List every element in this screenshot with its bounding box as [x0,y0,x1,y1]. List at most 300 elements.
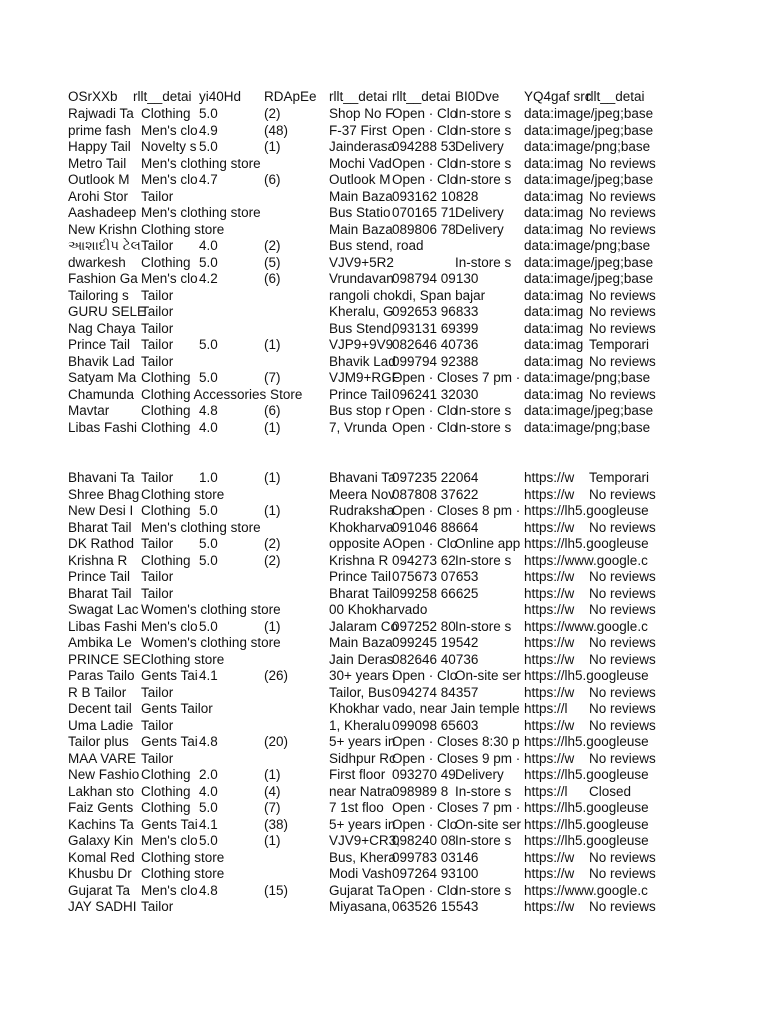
table-cell: Modi Vash [329,866,392,881]
table-cell: (1) [264,767,281,782]
table-cell: 099783 03146 [392,849,479,865]
table-cell: https://w [524,602,575,617]
table-cell: 096241 32030 [392,386,479,402]
table-cell: No reviews [589,866,656,881]
table-cell: Rudraksha [329,503,395,518]
table-row [0,156,768,173]
table-cell: Libas Fashi [68,419,138,435]
table-cell: Decent tail [68,701,132,716]
table-cell: New Fashio [68,767,140,782]
table-cell: Clothing [141,767,191,782]
table-cell: Bharat Tail [68,519,132,535]
table-cell: Tailor [141,717,174,733]
table-cell: Gents Tai [141,734,198,749]
table-cell: (7) [264,800,281,815]
table-cell: Clothing store [141,651,225,667]
table-cell: No reviews [589,304,656,319]
table-row [0,734,768,751]
table-cell: 099258 66625 [392,585,479,601]
table-cell: 4.0 [199,419,218,435]
table-cell: data:image/png;base [524,139,651,154]
table-cell: Clothing store [141,486,225,502]
table-cell: data:image/png;base [524,419,651,435]
table-row [0,487,768,504]
table-cell: Men's clothing store [141,205,261,220]
table-cell: Kachins Ta [68,816,134,832]
table-cell: No reviews [589,569,656,584]
table-cell: https://w [524,899,575,914]
table-cell: VJP9+9V9 [329,337,394,352]
table-cell: In-store s [455,403,512,418]
table-cell: 094288 53 [392,139,456,154]
table-cell: Clothing store [141,866,225,881]
table-cell: https://w [524,866,575,881]
table-cell: https://lh5.googleuse [524,767,649,782]
table-cell: Krishna R [68,552,128,568]
table-cell: 094274 84357 [392,684,479,700]
table-cell: No reviews [589,221,656,237]
table-cell: https://lh5.googleuse [524,734,649,749]
table-cell: (1) [264,337,281,352]
table-cell: (4) [264,783,281,799]
table-cell: (6) [264,172,281,187]
table-cell: 063526 15543 [392,899,479,914]
table-cell: GURU SELE [68,304,147,319]
table-cell: In-store s [455,419,512,435]
table-cell: data:imag [524,320,584,336]
table-cell: https://w [524,470,575,485]
table-cell: 099245 19542 [392,635,479,650]
table-cell: 5.0 [199,254,218,270]
table-row [0,271,768,288]
table-cell: No reviews [589,701,656,716]
table-cell: opposite A [329,536,393,551]
table-cell: https://w [524,585,575,601]
table-cell: https://lh5.googleuse [524,536,649,551]
table-cell: 7 1st floo [329,800,384,815]
table-cell: Tailor [141,353,174,369]
table-row [0,189,768,206]
table-cell: No reviews [589,717,656,733]
table-cell: 7, Vrunda [329,419,388,435]
table-row [0,337,768,354]
header-cell: BI0Dve [455,89,500,104]
table-cell: Outlook M [329,172,391,187]
table-cell: Open · Clo [392,816,458,832]
table-cell: Faiz Gents [68,800,134,815]
table-cell: VJV9+CR3, [329,833,400,848]
table-cell: https://lh5.googleuse [524,833,649,848]
table-cell: Kheralu, G [329,304,394,319]
table-cell: JAY SADHI [68,899,137,914]
table-cell: 099098 65603 [392,717,479,733]
table-cell: 4.1 [199,668,218,683]
table-cell: 098794 09130 [392,271,479,286]
table-cell: Outlook M [68,172,130,187]
table-cell: Tailor [141,188,174,204]
header-cell: OSrXXb [68,89,118,104]
table-cell: Temporari [589,337,650,352]
table-cell: No reviews [589,155,656,171]
table-cell: (2) [264,106,281,121]
table-cell: Clothing [141,106,191,121]
table-cell: https://w [524,684,575,700]
table-cell: (2) [264,536,281,551]
table-cell: Clothing [141,800,191,815]
table-cell: Shree Bhag [68,486,140,502]
table-cell: Clothing store [141,221,225,237]
table-cell: 098240 08 [392,833,456,848]
table-cell: (1) [264,470,281,485]
table-cell: (1) [264,139,281,154]
table-cell: 5.0 [199,833,218,848]
table-row [0,205,768,222]
table-cell: 093270 49 [392,767,456,782]
table-cell: Tailor, Bus [329,684,392,700]
table-cell: 2.0 [199,767,218,782]
table-cell: 4.8 [199,734,218,749]
table-cell: Main Baza [329,188,393,204]
table-cell: Tailor [141,337,174,352]
table-cell: rangoli chokdi, Span bajar [329,287,486,303]
table-cell: આશાદીપ ટેલ [68,238,141,253]
table-cell: 5.0 [199,370,218,385]
table-cell: No reviews [589,684,656,700]
table-cell: Men's clothing store [141,155,261,171]
table-cell: data:image/jpeg;base [524,172,654,187]
table-cell: Krishna R [329,552,389,568]
table-cell: Men's clo [141,122,198,138]
table-cell: Clothing [141,254,191,270]
table-row [0,619,768,636]
table-cell: 5+ years in [329,816,396,832]
table-cell: Gujarat Ta [329,882,392,898]
table-cell: Bhavik Lad [68,353,135,369]
table-cell: 5.0 [199,106,218,121]
table-row [0,899,768,916]
table-cell: Sidhpur Rc [329,750,396,766]
table-cell: First floor [329,767,386,782]
table-cell: https://l [524,701,568,716]
table-cell: (20) [264,734,289,749]
table-row [0,866,768,883]
table-row [0,635,768,652]
table-cell: (7) [264,370,281,385]
table-row [0,833,768,850]
table-row [0,520,768,537]
table-cell: 098989 8 [392,783,449,799]
table-cell: 4.2 [199,271,218,286]
table-cell: Arohi Stor [68,188,129,204]
table-cell: https://w [524,750,575,766]
table-cell: 4.9 [199,122,218,138]
table-cell: 1, Kheralu [329,717,391,733]
table-cell: Closed [589,783,632,799]
table-cell: (38) [264,816,289,832]
table-cell: Paras Tailo [68,668,135,683]
table-cell: 4.1 [199,816,218,832]
table-cell: Men's clo [141,882,198,898]
table-cell: In-store s [455,552,512,568]
table-cell: Prince Tail [68,569,131,584]
table-cell: 5.0 [199,552,218,568]
table-cell: No reviews [589,353,656,369]
table-cell: Tailor [141,238,174,253]
table-cell: Clothing store [141,849,225,865]
table-cell: 4.0 [199,238,218,253]
table-cell: Khokhar vado, near Jain temple [329,701,520,716]
table-cell: 5.0 [199,618,218,634]
table-cell: No reviews [589,635,656,650]
table-cell: In-store s [455,783,512,799]
table-row [0,503,768,520]
table-cell: Clothing [141,783,191,799]
table-cell: https://l [524,783,568,799]
table-cell: No reviews [589,602,656,617]
table-cell: Novelty s [141,139,197,154]
table-cell: Delivery [455,139,504,154]
table-cell: Women's clothing store [141,635,281,650]
table-cell: Men's clo [141,271,198,286]
table-cell: dwarkesh [68,254,126,270]
table-cell: No reviews [589,750,656,766]
table-cell: (15) [264,882,289,898]
table-cell: Tailor [141,750,174,766]
table-cell: Bhavik Lad [329,353,396,369]
header-cell: RDApEe [264,89,317,104]
table-row [0,255,768,272]
table-cell: Open · Clo [392,155,458,171]
table-cell: Delivery [455,221,504,237]
table-cell: Tailor [141,585,174,601]
table-cell: 094273 62 [392,552,456,568]
table-row [0,767,768,784]
table-cell: Men's clo [141,833,198,848]
table-cell: No reviews [589,386,656,402]
table-cell: 00 Khokharvado [329,602,428,617]
table-cell: https://lh5.googleuse [524,800,649,815]
table-cell: Khokharva [329,519,394,535]
table-cell: Ambika Le [68,635,132,650]
table-row [0,288,768,305]
table-cell: 30+ years i [329,668,396,683]
table-cell: 4.0 [199,783,218,799]
table-cell: Lakhan sto [68,783,135,799]
table-cell: Komal Red [68,849,135,865]
table-cell: Clothing [141,403,191,418]
table-cell: PRINCE SE [68,651,141,667]
table-cell: https://w [524,569,575,584]
table-cell: https://w [524,519,575,535]
table-cell: Gents Tai [141,816,198,832]
table-cell: Open · Clo [392,419,458,435]
table-cell: Satyam Ma [68,370,137,385]
table-cell: https://w [524,717,575,733]
header-cell: rllt__detai [392,89,451,104]
table-cell: data:image/png;base [524,370,651,385]
table-cell: Open · Closes 7 pm · [392,800,521,815]
table-cell: https://w [524,849,575,865]
table-row [0,420,768,437]
table-cell: Bus Stend, [329,320,396,336]
table-cell: Mavtar [68,403,110,418]
table-cell: Mochi Vad [329,155,392,171]
table-row [0,751,768,768]
table-cell: 5+ years in [329,734,396,749]
table-row [0,139,768,156]
table-cell: https://lh5.googleuse [524,816,649,832]
table-cell: Clothing [141,552,191,568]
table-cell: Men's clo [141,172,198,187]
table-row [0,123,768,140]
table-cell: (6) [264,271,281,286]
table-cell: data:imag [524,188,584,204]
table-cell: Clothing [141,370,191,385]
table-cell: Nag Chaya [68,320,136,336]
table-cell: Galaxy Kin [68,833,134,848]
table-cell: data:imag [524,205,584,220]
table-cell: Prince Tail [68,337,131,352]
table-cell: near Natra [329,783,393,799]
table-cell: Bharat Tail [68,585,132,601]
table-cell: Clothing [141,503,191,518]
table-cell: https://w [524,651,575,667]
table-cell: Bharat Tail [329,585,393,601]
table-cell: https://www.google.c [524,618,648,634]
table-cell: Gujarat Ta [68,882,131,898]
table-cell: No reviews [589,205,656,220]
table-cell: data:imag [524,287,584,303]
table-cell: Delivery [455,205,504,220]
table-cell: 070165 71 [392,205,456,220]
table-cell: In-store s [455,172,512,187]
table-cell: VJM9+RGF [329,370,400,385]
table-row [0,685,768,702]
table-cell: MAA VARE [68,750,137,766]
table-cell: (48) [264,122,289,138]
table-cell: Open · Closes 8:30 p [392,734,520,749]
table-cell: Open · Closes 9 pm · [392,750,521,766]
table-cell: 082646 40736 [392,337,479,352]
header-cell: yi40Hd [199,89,242,104]
table-cell: https://www.google.c [524,552,648,568]
table-cell: Tailor [141,536,174,551]
table-row [0,553,768,570]
table-cell: In-store s [455,254,512,270]
table-cell: Rajwadi Ta [68,106,134,121]
table-cell: Prince Tail [329,386,392,402]
table-cell: 091046 88664 [392,519,479,535]
table-cell: Gents Tailor [141,701,213,716]
table-cell: 4.8 [199,882,218,898]
table-cell: Gents Tai [141,668,198,683]
table-cell: Uma Ladie [68,717,134,733]
table-cell: Shop No F [329,106,394,121]
table-row [0,403,768,420]
table-cell: In-store s [455,882,512,898]
table-cell: data:image/jpeg;base [524,271,654,286]
table-row [0,701,768,718]
table-cell: Open · Closes 7 pm · [392,370,521,385]
table-cell: Khusbu Dr [68,866,132,881]
table-row [0,106,768,123]
table-cell: data:imag [524,304,584,319]
table-cell: Jainderasa [329,139,396,154]
table-cell: Metro Tail [68,155,127,171]
table-cell: Temporari [589,470,650,485]
table-cell: data:image/jpeg;base [524,122,654,138]
table-cell: Prince Tail [329,569,392,584]
header-cell: rllt__detai [586,89,645,104]
table-cell: No reviews [589,287,656,303]
header-cell: rllt__detai [329,89,388,104]
table-row [0,321,768,338]
table-cell: (1) [264,618,281,634]
table-row [0,668,768,685]
table-cell: data:image/jpeg;base [524,403,654,418]
table-cell: 093131 69399 [392,320,479,336]
table-cell: No reviews [589,899,656,914]
table-cell: 082646 40736 [392,651,479,667]
table-cell: New Krishn [68,221,138,237]
table-cell: Jalaram Co [329,618,399,634]
table-row [0,800,768,817]
table-cell: Open · Clo [392,882,458,898]
table-cell: Tailor [141,304,174,319]
table-cell: (5) [264,254,281,270]
table-cell: Women's clothing store [141,602,281,617]
table-cell: No reviews [589,585,656,601]
table-cell: Open · Clo [392,106,458,121]
table-cell: Bus stend, road [329,238,424,253]
table-cell: F-37 First [329,122,387,138]
table-row [0,817,768,834]
table-row [0,718,768,735]
table-cell: On-site ser [455,816,522,832]
table-cell: Tailor [141,470,174,485]
header-row [0,89,768,106]
table-row [0,238,768,255]
table-cell: 097264 93100 [392,866,479,881]
table-cell: data:imag [524,353,584,369]
table-cell: data:image/jpeg;base [524,106,654,121]
table-cell: DK Rathod [68,536,135,551]
table-row [0,172,768,189]
table-cell: Main Baza [329,635,393,650]
table-cell: Chamunda [68,386,135,402]
table-cell: Bus, Khera [329,849,396,865]
header-cell: rllt__detai [133,89,192,104]
table-cell: Bhavani Ta [329,470,396,485]
table-cell: Clothing [141,419,191,435]
table-cell: 089806 78 [392,221,456,237]
table-cell: Tailor plus [68,734,129,749]
table-cell: No reviews [589,486,656,502]
table-cell: data:imag [524,386,584,402]
table-cell: data:image/jpeg;base [524,254,654,270]
table-cell: prime fash [68,122,132,138]
table-cell: 093162 10828 [392,188,479,204]
table-cell: On-site ser [455,668,522,683]
table-cell: In-store s [455,618,512,634]
table-cell: No reviews [589,188,656,204]
table-cell: Tailor [141,320,174,336]
table-row [0,387,768,404]
table-row [0,370,768,387]
table-cell: New Desi I [68,503,134,518]
table-cell: 097235 22064 [392,470,479,485]
table-cell: Open · Clo [392,403,458,418]
